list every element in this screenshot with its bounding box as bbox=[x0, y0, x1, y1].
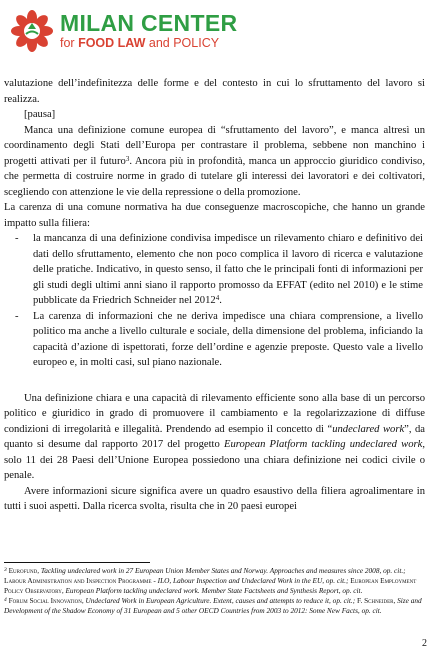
brand-subtitle: for FOOD LAW and POLICY bbox=[60, 36, 220, 50]
page-header bbox=[8, 6, 238, 60]
brand-title: MILAN CENTER bbox=[60, 10, 238, 36]
document-body bbox=[4, 76, 425, 515]
footnote-ref[interactable]: 4 bbox=[215, 294, 220, 302]
paragraph: valutazione dell’indefinitezza delle forme e del contesto in cui lo sfruttamento del lavoro si realizza. bbox=[4, 78, 425, 105]
paragraph: Una definizione chiara e una capacità di rilevamento efficiente sono alla base di un percorso politico e giuridico in grado di promuovere il cambiamento e la regolarizzazione di diffuse condizioni di irregolarità e illegalità. Prendendo ad esempio il concetto di “undeclared work”, da quanto si desume dal rapporto 2017 del progetto European Platform tackling undeclared work, solo 11 dei 28 Paesi dell’Unione Europea possiedono una chiara definizione nei codici civile o penale. bbox=[4, 392, 426, 481]
footnote-ref[interactable]: 3 bbox=[125, 154, 130, 163]
brand-logotype bbox=[60, 12, 237, 50]
bullet-list bbox=[4, 231, 425, 371]
pause-marker: [pausa] bbox=[24, 109, 56, 120]
footnote-4: $^4$ Forum Social Innovation, Undeclared Work in European Agriculture. Extent, causes and attempts to reduce it, op. cit.; F. Schneider, Size and Development of the Shadow Economy of 31 European and 5 other OECD Countries from 2003 to 2012: Some New Facts, op. cit. bbox=[4, 596, 422, 615]
page-number: 2 bbox=[422, 638, 427, 649]
footnotes bbox=[4, 562, 425, 616]
list-item: - la mancanza di una definizione condivisa impedisce un rilevamento chiaro e definitivo dei dati dello sfruttamento, elemento che non poco complica il lavoro di ricerca e valutazione delle pratiche. Indicativo, in questo senso, il fatto che le principali fonti di informazioni per gli studi degli ultimi anni siano il rapporto promosso da EFFAT (edito nel 2010) e le stime pubblicate da Friedrich Schneider nel 2012$^4$. bbox=[4, 231, 425, 309]
paragraph: La carenza di una comune normativa ha due conseguenze macroscopiche, che hanno un grande impatto sulla filiera: bbox=[4, 202, 425, 229]
paragraph: Avere informazioni sicure significa avere un quadro esaustivo della filiera agroalimentare in tutti i suoi aspetti. Dalla ricerca svolta, risulta che in 20 paesi europei bbox=[4, 485, 425, 512]
tomato-wheel-icon bbox=[8, 6, 60, 54]
paragraph: Manca una definizione comune europea di “sfruttamento del lavoro”, e manca altresì un coordinamento degli Stati dell’Europa per contrastare il problema, sebbene non manchino i progetti attivati per il futuro$^3$. Ancora più in profondità, manca un approccio giuridico condiviso, che permetta di costruire norme in grado di tutelare gli interessi dei lavoratori e dei coltivatori, scegliendo con attenzione le vie della repressione o della promozione. bbox=[4, 124, 425, 198]
footnote-divider bbox=[4, 562, 150, 563]
footnote-3: $^3$ Eurofund, Tackling undeclared work in 27 European Union Member States and Norway. Approaches and measures since 2008, op. cit.; Labour Administration and Inspection Programme - ILO, Labour Inspection and Undeclared Work in the EU, op. cit.; European Employment Policy Observatory, European Platform tackling undeclared work. Member State Factsheets and Synthesis Report, op. cit. bbox=[4, 566, 417, 595]
list-item: - La carenza di informazioni che ne deriva impedisce una chiara comprensione, a livello politico ma anche a livello culturale e sociale, della dimensione del problema, inficiando la capacità d’azione di ispettorati, forze dell’ordine e agenzie preposte. Questo vale a livello europeo e, in molti casi, sul piano nazionale. bbox=[4, 309, 425, 371]
